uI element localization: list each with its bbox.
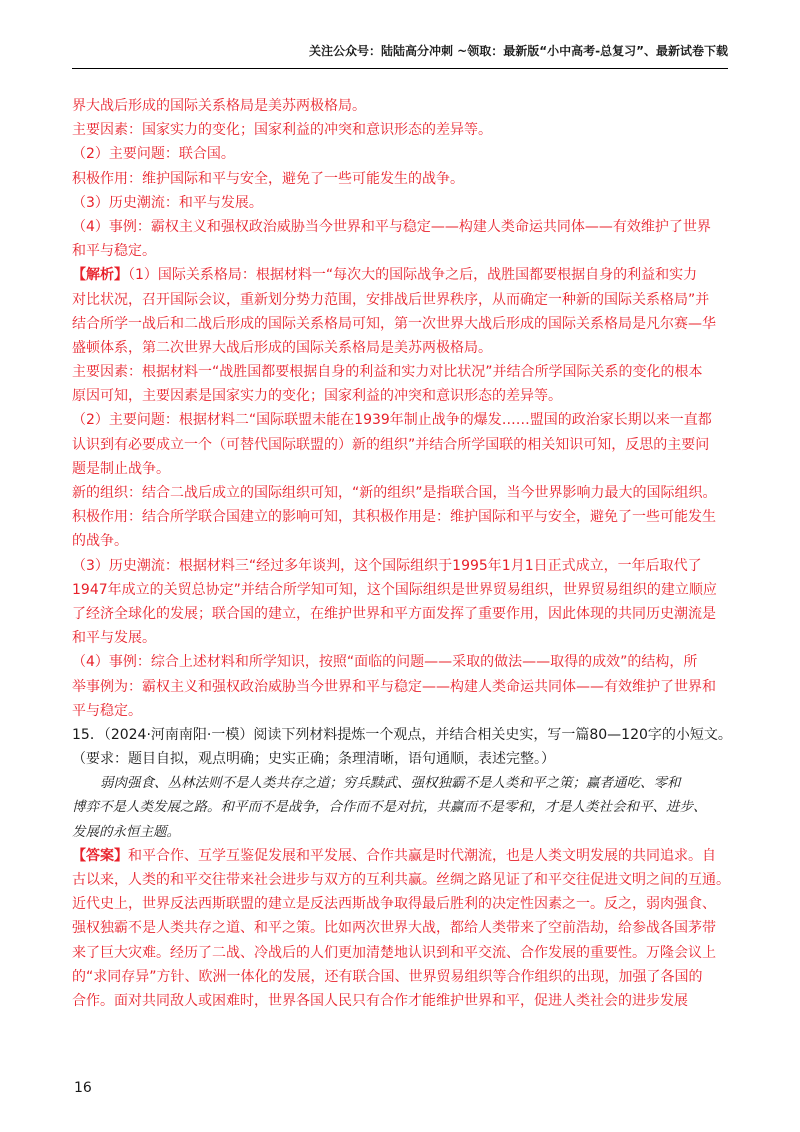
answer-line: 强权独霸不是人类共存之道、和平之策。比如两次世界大战，都给人类带来了空前浩劫，给参战各国茅带 (72, 920, 716, 937)
answer-line: 的“求同存异”方针、欧洲一体化的发展，还有联合国、世界贸易组织等合作组织的出现，加强了各国的 (72, 968, 703, 985)
page-content (72, 94, 732, 1013)
text-line: 1947年成立的关贸总协定”并结合所学知可知，这个国际组织是世界贸易组织，世界贸易组织的建立顺应 (72, 581, 717, 598)
text-line: 积极作用：维护国际和平与安全，避免了一些可能发生的战争。 (72, 170, 464, 187)
text-line: 和平与发展。 (72, 630, 156, 647)
text-line: 盛顿体系，第二次世界大战后形成的国际关系格局是美苏两极格局。 (72, 339, 492, 356)
answer-line: 合作。面对共同敌人或困难时，世界各国人民只有合作才能维护世界和平，促进人类社会的进步发展 (72, 992, 688, 1009)
text-line: （3）历史潮流：和平与发展。 (72, 194, 263, 211)
question-stem: 15．（2024·河南南阳·一模）阅读下列材料提炼一个观点，并结合相关史实，写一篇80—120字的小短文。 (72, 726, 732, 743)
text-line: 结合所学一战后和二战后形成的国际关系格局可知，第一次世界大战后形成的国际关系格局是凡尔赛—华 (72, 315, 716, 332)
analysis-line: 【解析】（1）国际关系格局：根据材料一“每次大的国际战争之后，战胜国都要根据自身的利益和实力 (72, 267, 698, 284)
text-line: 的战争。 (72, 533, 128, 550)
text-line: 题是制止战争。 (72, 460, 170, 477)
text-line: 新的组织：结合二战后成立的国际组织可知，“新的组织”是指联合国，当今世界影响力最大的国际组织。 (72, 485, 717, 501)
answer-line: 近代史上，世界反法西斯联盟的建立是反法西斯战争取得最后胜利的决定性因素之一。反之，弱肉强食、 (72, 896, 716, 913)
answer-line: 古以来，人类的和平交往带来社会进步与双方的互利共赢。丝绸之路见证了和平交往促进文明之间的互通。 (72, 872, 730, 888)
answer-line: 【答案】和平合作、互学互鉴促发展和平发展、合作共赢是时代潮流，也是人类文明发展的共同追求。自 (72, 847, 716, 864)
answer-tag: 【答案】 (72, 847, 128, 864)
text-line: 和平与稳定。 (72, 243, 156, 260)
page-header: 关注公众号：陆陆高分冲刺 ~领取：最新版“小中高考-总复习”、最新试卷下载 (309, 44, 728, 58)
text-line: 界大战后形成的国际关系格局是美苏两极格局。 (72, 98, 366, 114)
text-line: 主要因素：根据材料一“战胜国都要根据自身的利益和实力对比状况”并结合所学国际关系的变化的根本 (72, 364, 703, 381)
text-line: （2）主要问题：联合国。 (72, 146, 235, 163)
text-line: 了经济全球化的发展；联合国的建立，在维护世界和平方面发挥了重要作用，因此体现的共同历史潮流是 (72, 605, 716, 622)
answer-line: 来了巨大灾难。经历了二战、冷战后的人们更加清楚地认识到和平交流、合作发展的重要性。万隆会议上 (72, 944, 716, 961)
text-line: 主要因素：国家实力的变化；国家利益的冲突和意识形态的差异等。 (72, 122, 492, 139)
text-line: （3）历史潮流：根据材料三“经过多年谈判，这个国际组织于1995年1月1日正式成立，一年后取代了 (72, 557, 702, 574)
page-number: 16 (74, 1080, 92, 1096)
text-line: 积极作用：结合所学联合国建立的影响可知，其积极作用是：维护国际和平与安全，避免了一些可能发生 (72, 509, 716, 526)
text-line: 对比状况，召开国际会议，重新划分势力范围，安排战后世界秩序，从而确定一种新的国际关系格局”并 (72, 291, 710, 308)
text-line: 原因可知，主要因素是国家实力的变化；国家利益的冲突和意识形态的差异等。 (72, 388, 562, 405)
text-line: 认识到有必要成立一个（可替代国际联盟的）新的组织”并结合所学国联的相关知识可知，反思的主要问 (72, 436, 710, 453)
material-line: 弱肉强食、丛林法则不是人类共存之道；穷兵黩武、强权独霸不是人类和平之策；赢者通吃、零和 (100, 775, 681, 792)
text-line: 平与稳定。 (72, 702, 142, 719)
header-divider (72, 68, 728, 69)
text-line: （2）主要问题：根据材料二“国际联盟未能在1939年制止战争的爆发……盟国的政治家长期以来一直都 (72, 412, 712, 429)
material-line: 博弈不是人类发展之路。和平而不是战争，合作而不是对抗，共赢而不是零和，才是人类社会和平、进步、 (72, 799, 707, 816)
text-line: （4）事例：综合上述材料和所学知识，按照“面临的问题——采取的做法——取得的成效”的结构，所 (72, 654, 698, 671)
question-requirements: （要求：题目自拟，观点明确；史实正确；条理清晰，语句通顺，表述完整。） (72, 751, 555, 768)
material-line: 发展的永恒主题。 (72, 823, 180, 840)
analysis-tag: 【解析】 (72, 267, 128, 284)
text-line: 举事例为：霸权主义和强权政治威胁当今世界和平与稳定——构建人类命运共同体——有效维护了世界和 (72, 678, 716, 695)
text-line: （4）事例：霸权主义和强权政治威胁当今世界和平与稳定——构建人类命运共同体——有效维护了世界 (72, 218, 711, 235)
